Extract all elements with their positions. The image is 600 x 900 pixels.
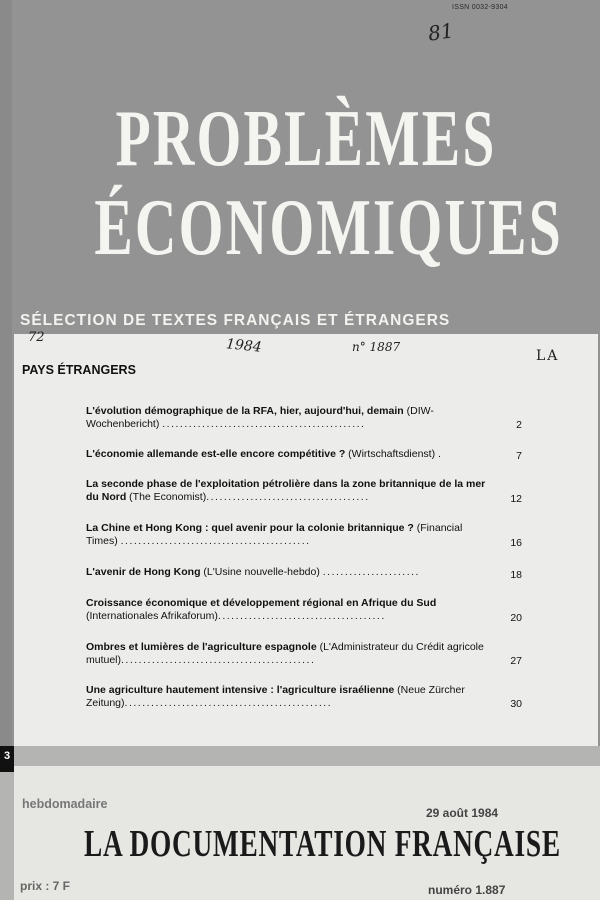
handwritten-note-year: 1984 (225, 336, 263, 356)
toc-entry-source: (L'Administrateur du Crédit agricole mutuel) (86, 641, 484, 666)
frequency-label: hebdomadaire (22, 797, 108, 811)
toc-entry-page: 7 (516, 450, 522, 462)
title-line-2: ÉCONOMIQUES (94, 184, 563, 272)
toc-entry-dots: ..................................... (206, 491, 370, 503)
issn: ISSN 0032-9304 (452, 4, 508, 11)
issue-number: numéro 1.887 (428, 883, 506, 897)
toc-entry-title: La seconde phase de l'exploitation pétrolière dans la zone britannique de la mer du Nord (86, 478, 486, 503)
toc-entry-source: (Neue Zürcher Zeitung) (86, 684, 465, 709)
toc-entry (86, 405, 492, 431)
toc-entry-source: (Wirtschaftsdienst) . (345, 448, 441, 460)
price: prix : 7 F (20, 879, 71, 893)
toc-entry (86, 478, 492, 504)
section-title: PAYS ÉTRANGERS (22, 363, 136, 377)
handwritten-note-initials: LA (536, 348, 560, 364)
toc-entry-page: 12 (510, 493, 522, 505)
toc-entry (86, 597, 492, 623)
toc-entry (86, 684, 492, 710)
publisher-name: LA DOCUMENTATION FRANÇAISE (83, 823, 561, 865)
toc-entry-title: Ombres et lumières de l'agriculture espagnole (86, 641, 317, 653)
toc-entry (86, 522, 492, 548)
issue-date: 29 août 1984 (426, 806, 499, 820)
handwritten-note-number: n° 1887 (352, 340, 401, 354)
toc-entry-title: Croissance économique et développement régional en Afrique du Sud (86, 597, 437, 609)
issue-tab: 3 (0, 746, 14, 772)
handwritten-note-72: 72 (28, 330, 45, 345)
toc-entry (86, 448, 492, 461)
toc-entry-source: (L'Usine nouvelle-hebdo) (200, 566, 323, 578)
handwritten-note-top: 81 (426, 18, 455, 46)
toc-entry-dots: .............................................. (162, 418, 366, 430)
toc-entry-title: L'économie allemande est-elle encore compétitive ? (86, 448, 346, 460)
toc-entry-dots: ............................................... (124, 697, 333, 709)
toc-entry-page: 20 (510, 612, 522, 624)
toc-entry-page: 30 (510, 698, 522, 710)
toc-entry-title: L'évolution démographique de la RFA, hier, aujourd'hui, demain (86, 405, 404, 417)
toc-entry-page: 27 (510, 655, 522, 667)
toc-entry-page: 2 (516, 419, 522, 431)
subtitle: SÉLECTION DE TEXTES FRANÇAIS ET ÉTRANGERS (20, 312, 451, 329)
toc-entry-dots: ........................................... (120, 535, 311, 547)
toc-entry (86, 566, 492, 579)
toc-entry-page: 16 (510, 537, 522, 549)
toc-entry-source: (Internationales Afrikaforum) (86, 610, 218, 622)
toc-entry-page: 18 (510, 569, 522, 581)
toc-entry-source: (The Economist) (126, 491, 207, 503)
toc-entry-title: L'avenir de Hong Kong (86, 566, 201, 578)
toc-entry-dots: ...................................... (217, 610, 386, 622)
title-line-1: PROBLÈMES (115, 95, 497, 183)
toc-entry-dots: ...................... (322, 566, 420, 578)
toc-entry-source: (DIW-Wochenbericht) (86, 405, 434, 430)
toc-entry (86, 641, 492, 667)
toc-entry-dots: ............................................ (121, 654, 316, 666)
toc-entry-title: Une agriculture hautement intensive : l'agriculture israélienne (86, 684, 395, 696)
toc-entry-title: La Chine et Hong Kong : quel avenir pour la colonie britannique ? (86, 522, 414, 534)
toc-entry-source: (Financial Times) (86, 522, 463, 547)
